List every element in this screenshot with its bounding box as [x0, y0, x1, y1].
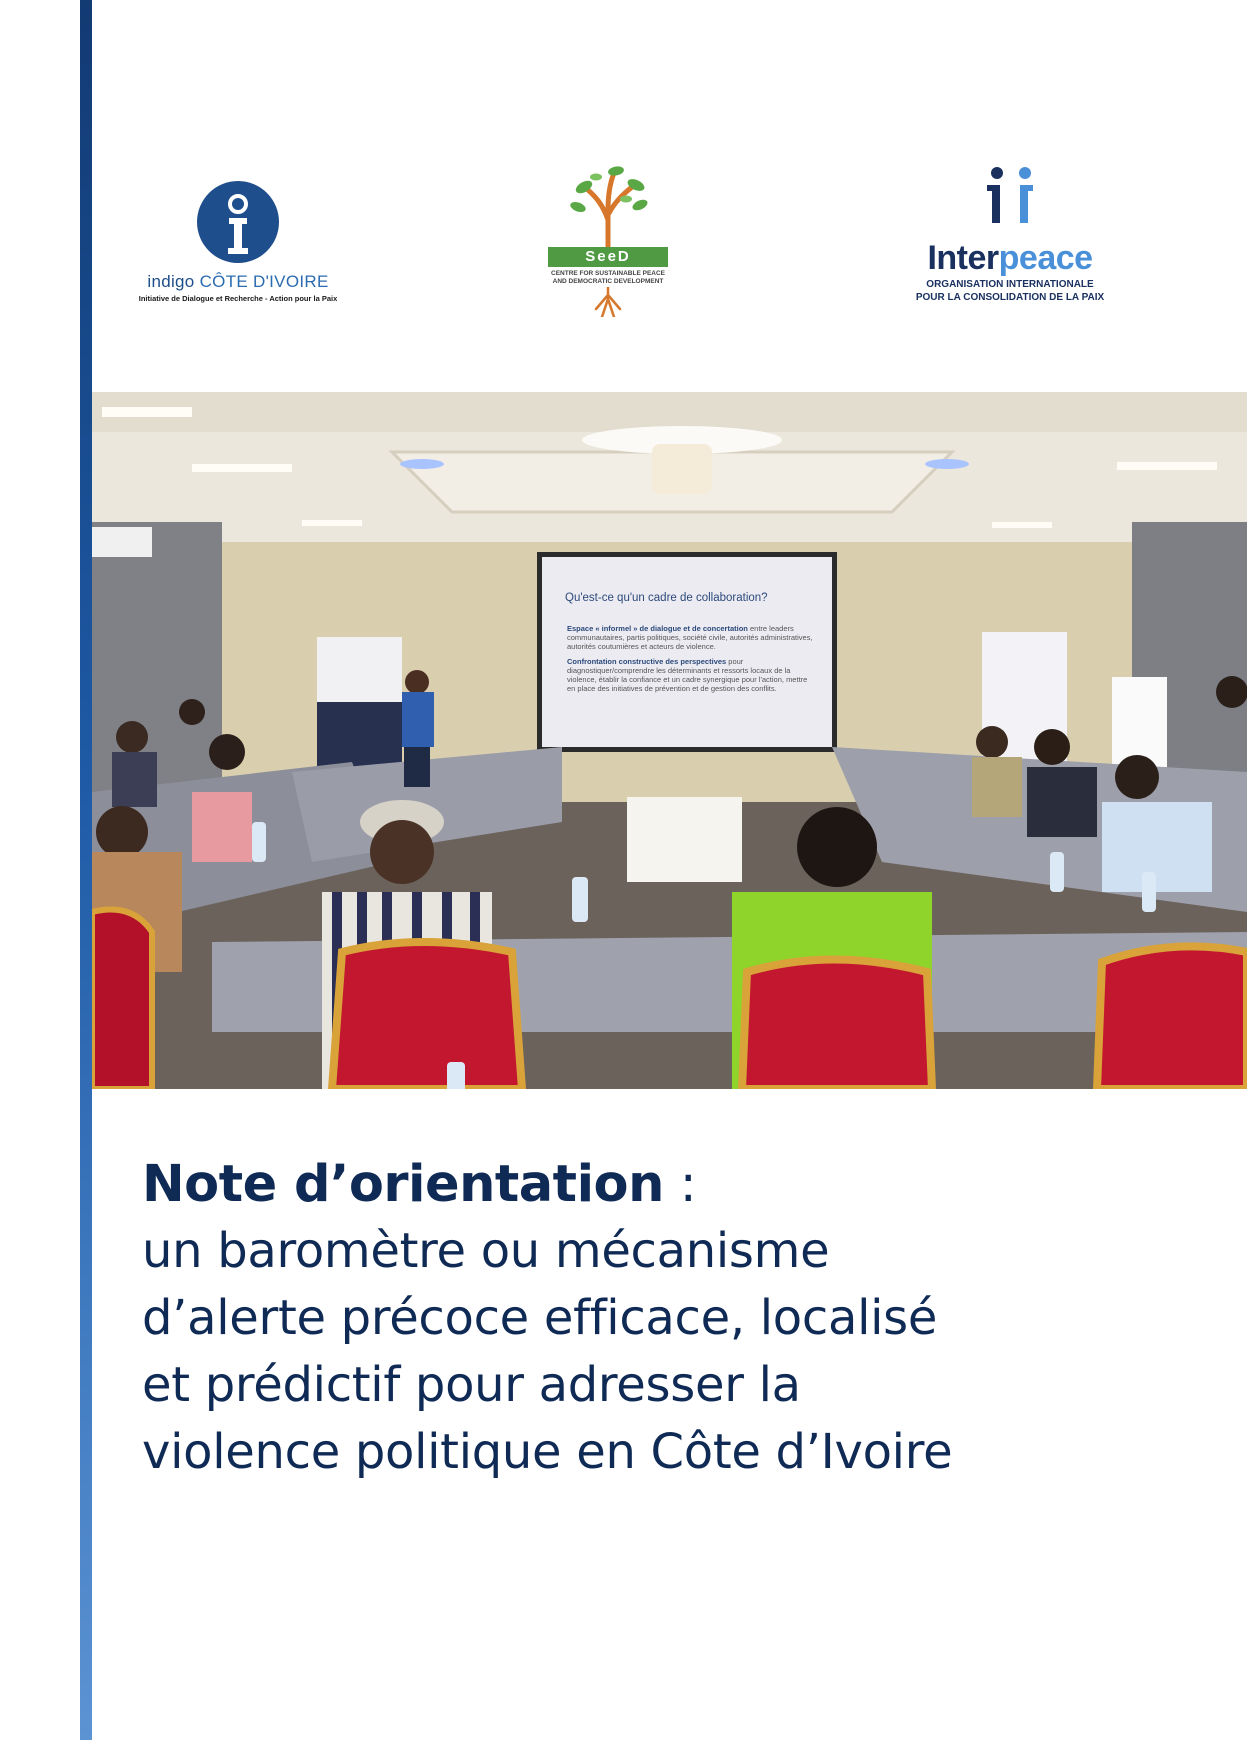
conference-photo	[92, 392, 1247, 1089]
document-title: Note d’orientation :	[142, 1155, 697, 1214]
document-title-block	[142, 1152, 1202, 1486]
indigo-tagline: Initiative de Dialogue et Recherche - Action pour la Paix	[138, 294, 338, 303]
document-subtitle-line-2: d’alerte précoce efficace, localisé	[142, 1290, 938, 1346]
indigo-emblem-icon	[196, 180, 280, 264]
seed-subtitle: CENTRE FOR SUSTAINABLE PEACE AND DEMOCRATIC DEVELOPMENT	[551, 270, 665, 285]
indigo-logo	[138, 180, 338, 310]
slide-title: Qu'est-ce qu'un cadre de collaboration?	[565, 592, 768, 604]
seed-tree-icon	[548, 165, 668, 247]
document-subtitle-line-3: et prédictif pour adresser la	[142, 1357, 801, 1413]
indigo-brand-name: indigo CÔTE D'IVOIRE	[147, 272, 329, 291]
slide-text: Espace « informel » de dialogue et de concertation entre leaders communautaires, partis politiques, société civile, autorités administratives, autorités coutumières et acteurs de violence. Confrontation constructive des perspectives pour diagnostiquer/comprendre les déterminants et ressorts locaux de la violence, établir la confiance et un cadre synergique pour l'action, mettre en place des initiatives de prévention et de gestion des conflits.	[567, 624, 813, 693]
interpeace-org-line-1: ORGANISATION INTERNATIONALE	[926, 279, 1094, 290]
document-subtitle-line-4: violence politique en Côte d’Ivoire	[142, 1424, 953, 1480]
side-accent-bar	[80, 0, 92, 1740]
document-subtitle-line-1: un baromètre ou mécanisme	[142, 1223, 830, 1279]
interpeace-name: Interpeace	[927, 239, 1093, 277]
interpeace-logo	[905, 165, 1115, 325]
seed-name: SeeD	[548, 247, 668, 267]
seed-roots-icon	[588, 287, 628, 317]
interpeace-org-line-2: POUR LA CONSOLIDATION DE LA PAIX	[915, 292, 1105, 303]
interpeace-mark-icon	[975, 165, 1045, 235]
seed-logo	[548, 165, 668, 315]
